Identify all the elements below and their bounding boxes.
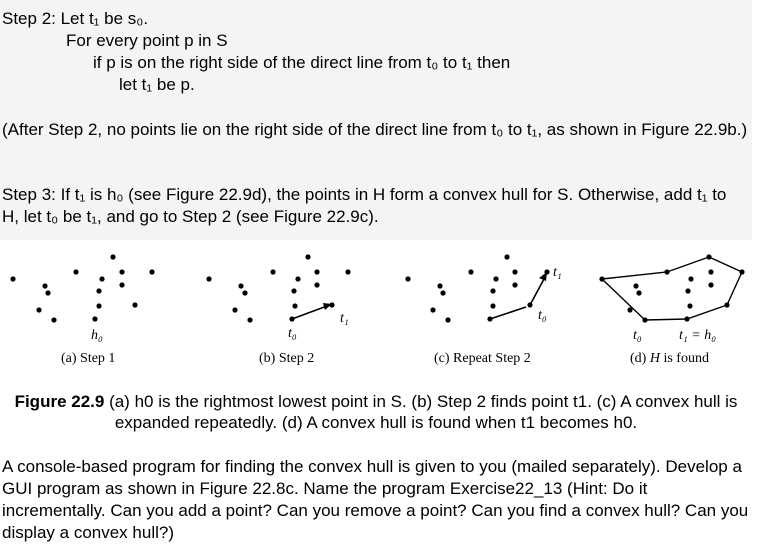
label-t0-c: t₀ [538,308,547,323]
after-step2-paragraph: (After Step 2, no points lie on the right side of the direct line from t₀ to t₁, as shown in Figure 22.9b.) [2,120,748,139]
panel-d-points [599,254,744,322]
step3-paragraph: Step 3: If t₁ is h₀ (see Figure 22.9d), the points in H form a convex hull for S. Otherwise, add t₁ to H, let t₀ be t₁, and go to Step 2 (see Figure 22.9c). [2,185,727,226]
panel-b-points [206,254,350,322]
figure-drawing [2,248,750,372]
panel-c-points [405,254,549,322]
panel-b-arrow [292,303,332,319]
panel-d-hull [602,257,742,320]
step2-loop-line: For every point p in S [66,31,228,50]
label-t1-c: t₁ [553,265,562,280]
step2-heading: Step 2: Let t₁ be s₀. [2,9,149,28]
caption-b: (b) Step 2 [259,351,315,366]
figure-22-9 [2,248,750,372]
figure-caption [0,391,752,433]
caption-c: (c) Repeat Step 2 [434,351,531,366]
label-t0-d: t₀ [633,328,642,343]
exercise-paragraph: A console-based program for finding the convex hull is given to you (mailed separately). Develop a GUI program as shown in Figure 22.8c. Name the program Exercise22_13 (Hint: Do it incrementally. Can you add a point? Can you remove a point? Can you find a convex hull? Can you display a convex hull?) [2,456,754,544]
caption-text: (a) h0 is the rightmost lowest point in S. (b) Step 2 finds point t1. (c) A convex hull is expanded repeatedly. (d) A convex hull is found when t1 becomes h0. [104,392,738,432]
label-h0-a: h₀ [91,328,103,343]
label-t0-b: t₀ [288,326,297,341]
caption-a: (a) Step 1 [61,351,116,366]
caption-label: Figure 22.9 [14,392,105,411]
step2-condition-line: if p is on the right side of the direct line from t₀ to t₁ then [93,53,511,72]
caption-d: (d) H is found [630,351,709,366]
panel-a-points [10,254,154,322]
label-t1-h0-d: t₁ = h₀ [679,328,717,343]
label-t1-b: t₁ [340,311,349,326]
step2-assign-line: let t₁ be p. [119,75,195,94]
